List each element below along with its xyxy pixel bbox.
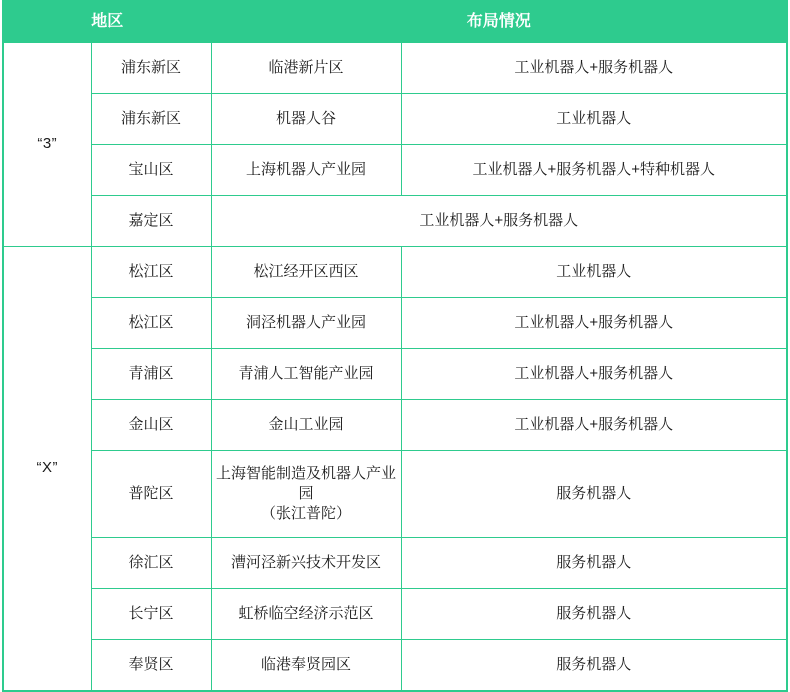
park-cell: 机器人谷 (211, 94, 401, 145)
park-cell (211, 451, 401, 538)
district-cell: 浦东新区 (91, 43, 211, 94)
header-row (3, 1, 787, 43)
table-row (3, 400, 787, 451)
park-cell: 洞泾机器人产业园 (211, 298, 401, 349)
table-container (2, 0, 788, 692)
table-row (3, 451, 787, 538)
focus-cell: 服务机器人 (401, 538, 787, 589)
robot-industry-layout-table (2, 0, 788, 692)
focus-cell: 工业机器人+服务机器人 (401, 400, 787, 451)
park-cell: 松江经开区西区 (211, 247, 401, 298)
table-row (3, 94, 787, 145)
district-cell: 松江区 (91, 298, 211, 349)
table-row (3, 298, 787, 349)
park-cell: 漕河泾新兴技术开发区 (211, 538, 401, 589)
table-row (3, 43, 787, 94)
district-cell: 浦东新区 (91, 94, 211, 145)
group-label-x: “X” (3, 247, 91, 692)
table-row (3, 538, 787, 589)
district-cell: 青浦区 (91, 349, 211, 400)
park-cell-lines (216, 464, 397, 525)
district-cell: 奉贤区 (91, 640, 211, 692)
park-cell: 青浦人工智能产业园 (211, 349, 401, 400)
park-line-1: 上海智能制造及机器人产业园 (216, 464, 397, 502)
focus-cell: 工业机器人+服务机器人 (401, 349, 787, 400)
focus-cell: 服务机器人 (401, 640, 787, 692)
district-cell: 徐汇区 (91, 538, 211, 589)
focus-cell: 工业机器人 (401, 94, 787, 145)
focus-cell: 服务机器人 (401, 589, 787, 640)
table-row (3, 196, 787, 247)
group-label-3: “3” (3, 43, 91, 247)
column-header-region: 地区 (3, 1, 211, 43)
table-row (3, 247, 787, 298)
park-cell: 虹桥临空经济示范区 (211, 589, 401, 640)
table-row (3, 145, 787, 196)
park-cell: 上海机器人产业园 (211, 145, 401, 196)
column-header-layout: 布局情况 (211, 1, 787, 43)
park-cell: 临港新片区 (211, 43, 401, 94)
focus-cell: 工业机器人+服务机器人+特种机器人 (401, 145, 787, 196)
table-header (3, 1, 787, 43)
table-row (3, 589, 787, 640)
table-row (3, 640, 787, 692)
focus-cell-merged: 工业机器人+服务机器人 (211, 196, 787, 247)
park-cell: 金山工业园 (211, 400, 401, 451)
park-cell: 临港奉贤园区 (211, 640, 401, 692)
focus-cell: 工业机器人+服务机器人 (401, 43, 787, 94)
district-cell: 长宁区 (91, 589, 211, 640)
district-cell: 宝山区 (91, 145, 211, 196)
park-line-2: （张江普陀） (261, 505, 352, 523)
focus-cell: 工业机器人+服务机器人 (401, 298, 787, 349)
focus-cell: 服务机器人 (401, 451, 787, 538)
focus-cell: 工业机器人 (401, 247, 787, 298)
district-cell: 松江区 (91, 247, 211, 298)
table-body (3, 43, 787, 692)
district-cell: 金山区 (91, 400, 211, 451)
table-row (3, 349, 787, 400)
district-cell: 普陀区 (91, 451, 211, 538)
district-cell: 嘉定区 (91, 196, 211, 247)
